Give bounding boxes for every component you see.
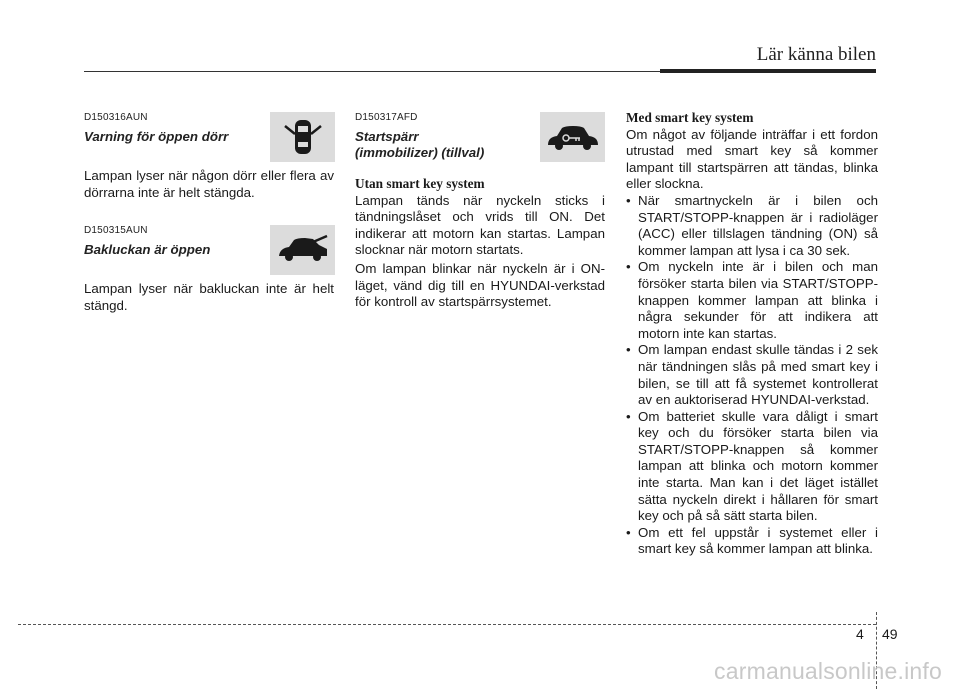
paragraph: Om lampan blinkar när nyckeln är i ON-läget, vänd dig till en HYUNDAI-verkstad för kontroll av startspärrsystemet. xyxy=(355,260,605,310)
paragraph: Om något av följande inträffar i ett fordon utrustad med smart key så kommer lampant till startspärren att tändas, blinka eller slockna. xyxy=(626,126,878,192)
list-item: • Om nyckeln inte är i bilen och man försöker starta bilen via START/STOPP-knappen kommer lampan att blinka i några sekunder för att indikera att motorn inte kan startas. xyxy=(626,259,878,342)
list-item: • Om batteriet skulle vara dåligt i smart key och du försöker starta bilen via START/STOPP-knappen så kommer lampan att blinka och motorn kommer inte starta. Man kan i det läget istället sätta nyckeln direkt i hållaren för smart key och på så sätt starta bilen. xyxy=(626,409,878,525)
page-header-title: Lär känna bilen xyxy=(756,44,876,65)
paragraph: Lampan tänds när nyckeln sticks i tändningslåset och vrids till ON. Det indikerar att motorn kan startas. Lampan slocknar när motorn startats. xyxy=(355,192,605,258)
section-door-warning-head xyxy=(84,110,334,160)
list-item: • Om lampan endast skulle tändas i 2 sek när tändningen slås på med smart key i bilen, se till att få systemet kontrollerat av en auktoriserad HYUNDAI-verkstad. xyxy=(626,342,878,408)
section-code: D150315AUN xyxy=(84,225,148,237)
section-immobilizer-head xyxy=(355,110,605,164)
column-middle xyxy=(355,110,605,311)
chapter-number: 4 xyxy=(856,626,864,642)
immobilizer-icon xyxy=(540,112,605,162)
section-body: Lampan lyser när någon dörr eller flera av dörrarna inte är helt stängda. xyxy=(84,168,334,200)
section-body: Lampan lyser när bakluckan inte är helt stängd. xyxy=(84,281,334,313)
watermark: carmanualsonline.info xyxy=(714,658,942,684)
door-open-warning-icon xyxy=(270,112,335,162)
footer-rule xyxy=(18,624,876,625)
column-right xyxy=(626,110,878,558)
section-title: Bakluckan är öppen xyxy=(84,241,211,257)
header-rule-accent xyxy=(660,69,876,73)
section-title: Startspärr (immobilizer) (tillval) xyxy=(355,128,485,161)
list-item: • Om ett fel uppstår i systemet eller i smart key så kommer lampan att blinka. xyxy=(626,525,878,558)
section-code: D150317AFD xyxy=(355,112,418,123)
list-item: • När smartnyckeln är i bilen och START/STOPP-knappen är i radioläger (ACC) eller tillslagen tändning (ON) så kommer lampan att lysa i ca 30 sek. xyxy=(626,193,878,259)
page-number: 49 xyxy=(882,626,898,642)
column-left xyxy=(84,110,334,314)
section-title: Varning för öppen dörr xyxy=(84,128,229,144)
trunk-open-warning-icon xyxy=(270,225,335,275)
subheading: Utan smart key system xyxy=(355,176,485,191)
section-trunk-warning-head xyxy=(84,223,334,273)
bullet-list xyxy=(626,193,878,558)
section-code: D150316AUN xyxy=(84,112,148,123)
subheading: Med smart key system xyxy=(626,110,754,125)
